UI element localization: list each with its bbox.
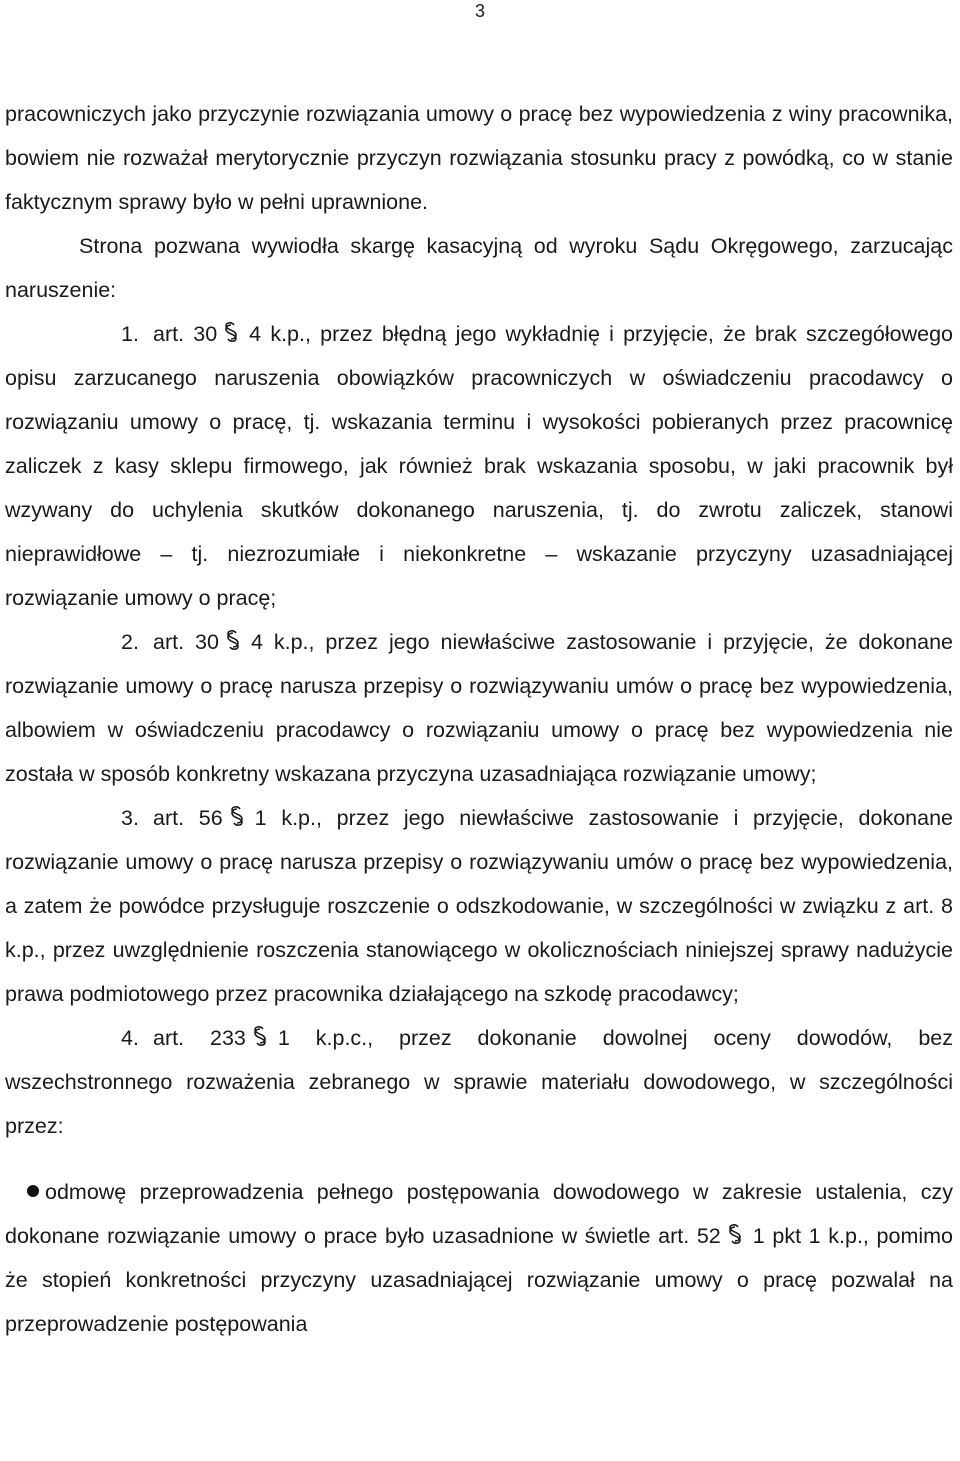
paragraph-intro: pracowniczych jako przyczynie rozwiązania umowy o pracę bez wypowiedzenia z winy pracownika, bowiem nie rozważał merytorycznie przyczyn rozwiązania stosunku pracy z powódką, co w stanie faktycznym sprawy było w pełni uprawnione.	[5, 102, 953, 214]
article-ref-suffix: 4 k.p.	[249, 322, 305, 346]
section-sign-icon	[721, 1225, 753, 1245]
bullet-text: odmowę przeprowadzenia pełnego postępowania dowodowego w zakresie ustalenia, czy dokonane rozwiązanie umowy o prace było uzasadnione w świetle art. 52	[5, 1180, 953, 1248]
section-sign-icon	[217, 323, 249, 343]
section-sign-icon	[246, 1027, 278, 1047]
article-ref: art. 30	[153, 322, 218, 346]
article-ref-suffix: 1 k.p.c.	[277, 1026, 368, 1050]
list-number: 3.	[121, 806, 139, 830]
bullet-dot-icon	[27, 1185, 39, 1197]
list-item-text: , przez błędną jego wykładnię i przyjęcie, że brak szczegółowego opisu zarzucanego naruszenia obowiązków pracowniczych w oświadczeniu pracodawcy o rozwiązaniu umowy o pracę, tj. wskazania terminu i wysokości pobieranych przez pracownicę zaliczek z kasy sklepu firmowego, jak również brak wskazania sposobu, w jaki pracownik był wzywany do uchylenia skutków dokonanego naruszenia, tj. do zwrotu zaliczek, stanowi nieprawidłowe – tj. niezrozumiałe i niekonkretne – wskazanie przyczyny uzasadniającej rozwiązanie umowy o pracę;	[5, 322, 953, 610]
paragraph-appeal: Strona pozwana wywiodła skargę kasacyjną od wyroku Sądu Okręgowego, zarzucając naruszenie:	[5, 234, 953, 302]
section-sign-icon	[219, 631, 251, 651]
list-number: 2.	[121, 630, 139, 654]
list-item-3	[5, 796, 953, 1016]
document-body	[5, 92, 953, 1346]
list-item-text: , przez jego niewłaściwe zastosowanie i przyjęcie, że dokonane rozwiązanie umowy o pracę narusza przepisy o rozwiązywaniu umów o pracę bez wypowiedzenia, albowiem w oświadczeniu pracodawcy o rozwiązaniu umowy o pracę bez wypowiedzenia nie została w sposób konkretny wskazana przyczyna uzasadniająca rozwiązanie umowy;	[5, 630, 953, 786]
list-item-2	[5, 620, 953, 796]
bullet-text-continued: , pomimo że stopień konkretności przyczyny uzasadniającej rozwiązanie umowy o pracę pozwalał na przeprowadzenie postępowania	[5, 1224, 953, 1336]
article-ref-suffix: 1 k.p.	[254, 806, 316, 830]
article-ref-suffix: 4 k.p.	[250, 630, 309, 654]
bullet-article-ref: 1 pkt 1 k.p.	[752, 1224, 863, 1248]
list-item-text: , przez dokonanie dowolnej oceny dowodów, bez wszechstronnego rozważenia zebranego w sprawie materiału dowodowego, w szczególności przez:	[5, 1026, 953, 1138]
article-ref: art. 56	[153, 806, 223, 830]
bullet-item-1	[5, 1170, 953, 1346]
list-item-4	[5, 1016, 953, 1148]
page-number: 3	[474, 1, 485, 21]
list-item-text: , przez jego niewłaściwe zastosowanie i przyjęcie, dokonane rozwiązanie umowy o pracę narusza przepisy o rozwiązywaniu umów o pracę bez wypowiedzenia, a zatem że powódce przysługuje roszczenie o odszkodowanie, w szczególności w związku z art. 8 k.p., przez uwzględnienie roszczenia stanowiącego w okolicznościach niniejszej sprawy nadużycie prawa podmiotowego przez pracownika działającego na szkodę pracodawcy;	[5, 806, 954, 1006]
list-item-1	[5, 312, 953, 620]
list-number: 4.	[121, 1026, 139, 1050]
article-ref: art. 30	[153, 630, 219, 654]
section-sign-icon	[223, 807, 255, 827]
article-ref: art. 233	[153, 1026, 246, 1050]
list-number: 1.	[121, 322, 139, 346]
